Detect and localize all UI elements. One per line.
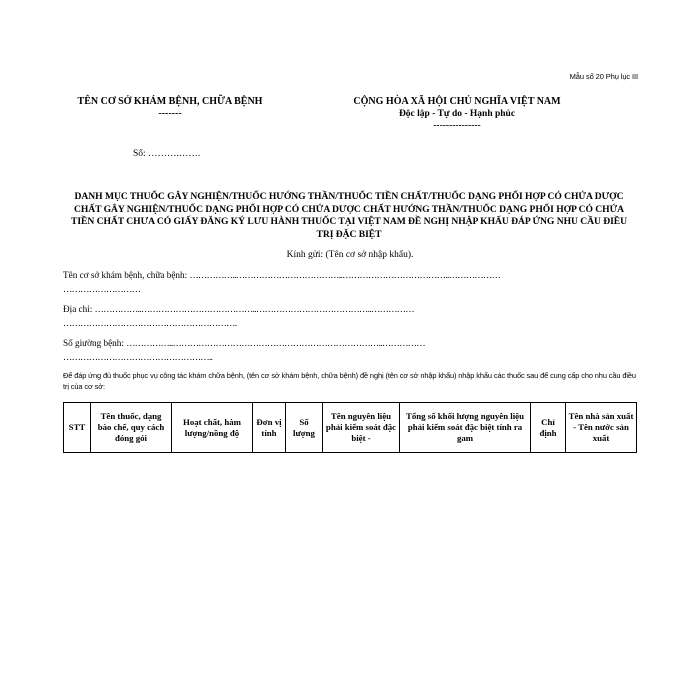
field-dots: ………………………: [63, 284, 141, 294]
document-title: DANH MỤC THUỐC GÂY NGHIỆN/THUỐC HƯỚNG THẦN/THUỐC TIỀN CHẤT/THUỐC DẠNG PHỐI HỢP CÓ CHỨA DƯỢC CHẤT GÂY NGHIỆN/THUỐC DẠNG PHỐI HỢP CÓ CHỨA DƯỢC CHẤT HƯỚNG THẦN/THUỐC DẠNG PHỐI HỢP CÓ CHỨA TIỀN CHẤT CHƯA CÓ GIẤY ĐĂNG KÝ LƯU HÀNH THUỐC TẠI VIỆT NAM ĐỀ NGHỊ NHẬP KHẨU ĐÁP ỨNG NHU CẦU ĐIỀU TRỊ ĐẶC BIỆT: [71, 191, 627, 240]
field-facility-name: [63, 269, 500, 282]
field-facility-name-cont: [63, 283, 140, 296]
col-total-mass: Tổng số khối lượng nguyên liệu phải kiểm soát đặc biệt tính ra gam: [400, 403, 531, 453]
col-controlled-material: Tên nguyên liệu phải kiểm soát đặc biệt -: [323, 403, 400, 453]
facility-rule: -------: [158, 108, 182, 119]
document-number: Số: ……….…….: [133, 149, 201, 159]
national-motto: Độc lập - Tự do - Hạnh phúc: [398, 109, 516, 119]
col-active-ingredient: Hoạt chất, hàm lượng/nồng độ: [172, 403, 253, 453]
col-drug-name: Tên thuốc, dạng bào chế, quy cách đóng gói: [91, 403, 172, 453]
field-label: Tên cơ sở khám bệnh, chữa bệnh:: [63, 270, 188, 280]
header-right: [322, 96, 592, 132]
field-bed-count: [63, 337, 425, 350]
national-title: CỘNG HÒA XÃ HỘI CHỦ NGHĨA VIỆT NAM: [353, 96, 561, 107]
drug-list-table: [63, 402, 637, 453]
facility-name: TÊN CƠ SỞ KHÁM BỆNH, CHỮA BỆNH: [77, 96, 263, 107]
field-address: [63, 303, 414, 316]
field-dots: ……………………………………………..: [63, 352, 213, 362]
field-address-cont: [63, 317, 236, 330]
col-manufacturer: Tên nhà sản xuất - Tên nước sản xuất: [566, 403, 637, 453]
field-label: Số giường bệnh:: [63, 338, 124, 348]
header-left: [55, 96, 285, 120]
request-paragraph: Để đáp ứng đủ thuốc phục vụ công tác khám chữa bệnh, (tên cơ sở khám bệnh, chữa bệnh) đề nghị (tên cơ sở nhập khẩu) nhập khẩu các thuốc sau để cung cấp cho nhu cầu điều trị của cơ sở:: [63, 371, 636, 391]
col-stt: STT: [64, 403, 91, 453]
field-dots: ……………..…………………………………..…………………………………..……………: [94, 304, 414, 314]
form-number: Mẫu số 20 Phụ lục III: [569, 72, 638, 81]
motto-rule: ---------------: [433, 121, 481, 131]
field-dots: ……………..………………………………………………………………..……………: [126, 338, 425, 348]
col-quantity: Số lượng: [286, 403, 323, 453]
col-unit: Đơn vị tính: [253, 403, 286, 453]
field-dots: ……………..………………………………..………………………………..………………: [189, 270, 501, 280]
field-dots: …………………………………………………….: [63, 318, 237, 328]
field-label: Địa chỉ:: [63, 304, 93, 314]
col-indication: Chỉ định: [531, 403, 566, 453]
addressee: Kính gửi: (Tên cơ sở nhập khẩu).: [286, 250, 414, 260]
table-header-row: [64, 403, 637, 453]
field-bed-count-cont: [63, 351, 212, 364]
